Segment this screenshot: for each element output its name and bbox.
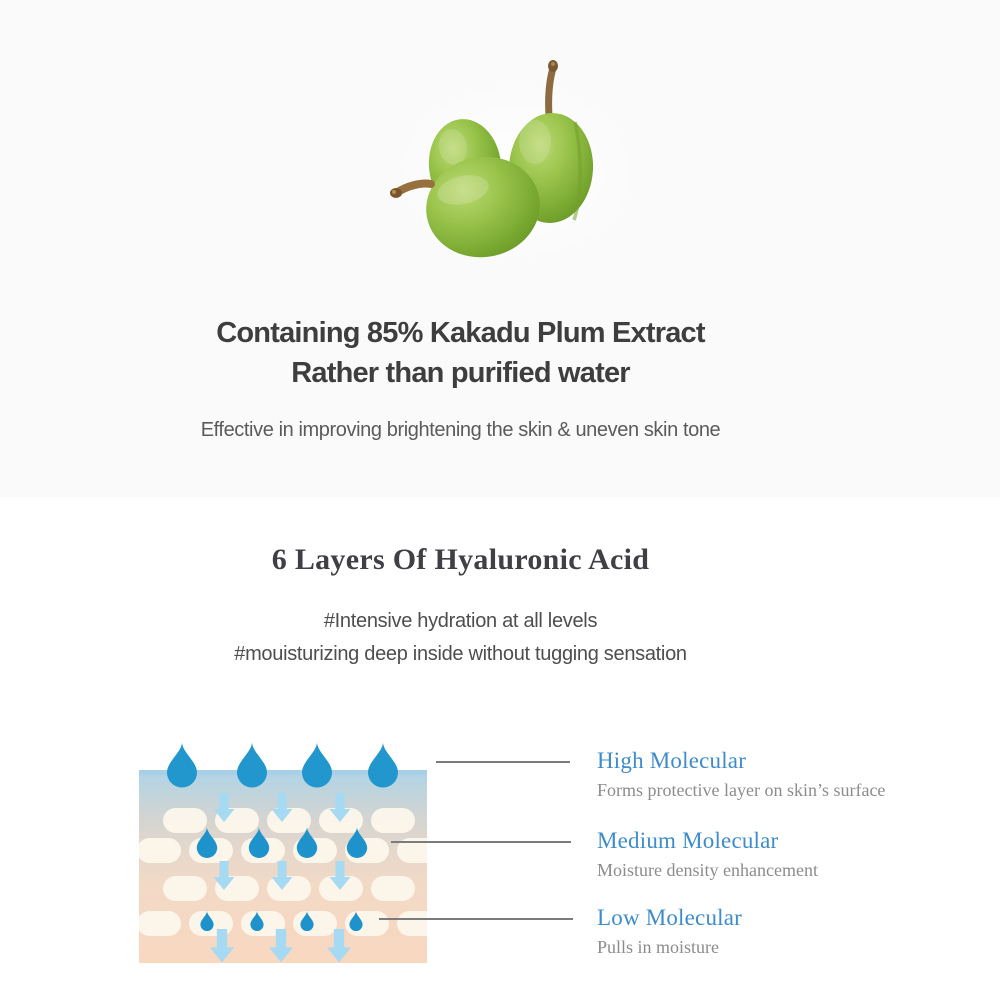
layer-name-high: High Molecular xyxy=(597,748,747,773)
layer-description-medium: Moisture density enhancement xyxy=(597,860,818,880)
connector-line-medium xyxy=(391,841,571,843)
layer-name-medium: Medium Molecular xyxy=(597,828,779,853)
layer-label-low xyxy=(597,904,957,958)
kakadu-title-line1: Containing 85% Kakadu Plum Extract xyxy=(216,317,705,349)
layer-label-medium xyxy=(597,827,957,881)
layer-description-high: Forms protective layer on skin’s surface xyxy=(597,780,886,800)
hashtag-line1: #Intensive hydration at all levels xyxy=(323,610,598,632)
kakadu-plums-image xyxy=(385,52,650,267)
layer-description-low: Pulls in moisture xyxy=(597,937,720,957)
hashtag-line2: #mouisturizing deep inside without tugging sensation xyxy=(234,643,687,665)
kakadu-section xyxy=(0,0,1000,497)
connector-line-high xyxy=(436,761,570,763)
kakadu-title xyxy=(0,313,921,393)
kakadu-title-line2: Rather than purified water xyxy=(291,357,630,389)
hyaluronic-hashtags xyxy=(0,605,921,671)
skin-layers-diagram xyxy=(139,705,429,965)
layer-label-high xyxy=(597,747,957,801)
hyaluronic-heading: 6 Layers Of Hyaluronic Acid xyxy=(271,543,650,576)
kakadu-subtitle: Effective in improving brightening the skin & uneven skin tone xyxy=(200,419,721,441)
layer-name-low: Low Molecular xyxy=(597,905,743,930)
connector-line-low xyxy=(379,918,573,920)
